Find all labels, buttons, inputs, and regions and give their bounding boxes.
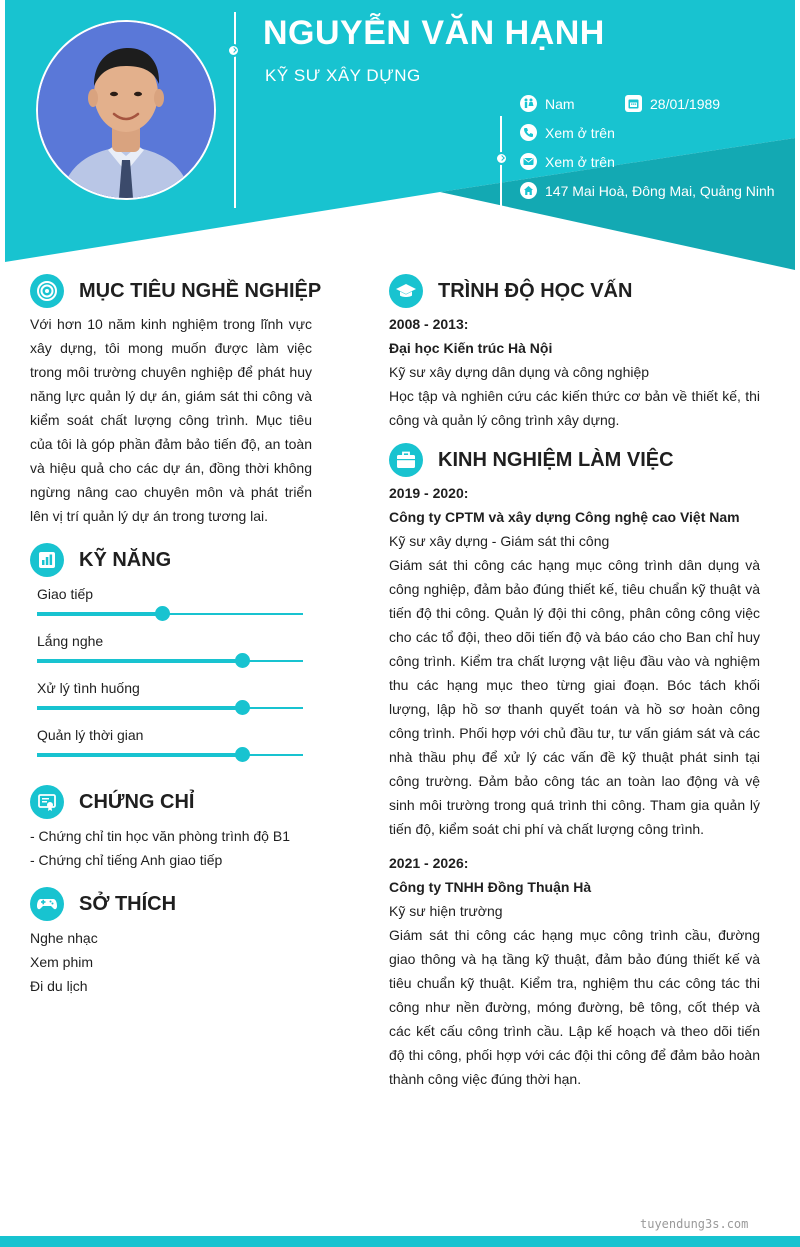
phone-info <box>520 124 615 141</box>
job-description: Giám sát thi công các hạng mục công trình dân dụng và công nghiệp, đảm bảo đúng thiết kế, tiêu chuẩn kỹ thuật và tiến độ thi công. Quản lý đội thi công, phân công công việc cho các tổ đội, theo dõi tiến độ và báo cáo cho Ban chỉ huy công trình. Kiểm tra chất lượng vật liệu đầu vào và nghiệm thu các hạng mục theo từng giai đoạn. Bóc tách khối lượng, lập hồ sơ thanh quyết toán và hồ sơ hoàn công công trình. Phối hợp với chủ đầu tư, tư vấn giám sát và các nhà thầu phụ để xử lý các vấn đề kỹ thuật phát sinh tại công trường. Đảm bảo công tác an toàn lao động và vệ sinh môi trường trong quá trình thi công. Tham gia quản lý tiến độ, kiểm soát chi phí và chất lượng công trình. <box>389 557 760 837</box>
job-description: Giám sát thi công các hạng mục công trình cầu, đường giao thông và hạ tầng kỹ thuật, đảm bảo đúng thiết kế và tiêu chuẩn kỹ thuật. Kiểm tra, nghiệm thu các công tác thi công như nền đường, móng đường, bê tông, cốt thép và các kết cấu công trình cầu. Lập kế hoạch và theo dõi tiến độ thi công, phối hợp với các đội thi công để đảm bảo hoàn thành công việc đúng thời hạn. <box>389 927 760 1087</box>
certificate-item: - Chứng chỉ tiếng Anh giao tiếp <box>30 852 223 868</box>
objective-text: Với hơn 10 năm kinh nghiệm trong lĩnh vực xây dựng, tôi mong muốn được làm việc trong môi trường chuyên nghiệp để phát huy năng lực quản lý dự án, giám sát thi công và kiểm soát chất lượng công trình. Mục tiêu của tôi là góp phần đảm bảo tiến độ, an toàn và hiệu quả cho các dự án, đồng thời không ngừng nâng cao chuyên môn và phát triển lên vị trí quản lý dự án trong tương lai. <box>30 316 312 524</box>
skill-bar-knob <box>235 700 250 715</box>
job-position: Kỹ sư xây dựng - Giám sát thi công <box>389 533 610 549</box>
job-position: Kỹ sư hiện trường <box>389 903 503 919</box>
skill-bar-knob <box>155 606 170 621</box>
job-company: Công ty CPTM và xây dựng Công nghệ cao Việt Nam <box>389 509 740 525</box>
job-period: 2019 - 2020: <box>389 485 469 501</box>
education-major: Kỹ sư xây dựng dân dụng và công nghiệp <box>389 364 650 380</box>
certificate-item: - Chứng chỉ tin học văn phòng trình độ B1 <box>30 828 290 844</box>
skill-bar-fill <box>37 659 242 663</box>
experience-title: KINH NGHIỆM LÀM VIỆC <box>438 448 674 471</box>
email-info <box>520 153 615 170</box>
education-heading <box>389 274 632 308</box>
avatar-frame <box>36 20 216 200</box>
skills-heading <box>30 543 171 577</box>
certificates-heading <box>30 785 194 819</box>
candidate-name: NGUYỄN VĂN HẠNH <box>263 14 605 52</box>
address-info <box>520 182 775 199</box>
skill-label: Xử lý tình huống <box>37 680 140 696</box>
bar-chart-icon <box>30 543 64 577</box>
phone-icon <box>520 124 537 141</box>
skill-bar-fill <box>37 706 242 710</box>
education-title: TRÌNH ĐỘ HỌC VẤN <box>438 279 633 302</box>
avatar <box>38 22 214 198</box>
target-icon <box>30 274 64 308</box>
hobbies-title: SỞ THÍCH <box>79 892 177 915</box>
hobbies-heading <box>30 887 176 921</box>
watermark: tuyendung3s.com <box>640 1217 749 1231</box>
skill-bar-knob <box>235 747 250 762</box>
education-period: 2008 - 2013: <box>389 316 469 332</box>
education-school: Đại học Kiến trúc Hà Nội <box>389 340 553 356</box>
home-icon <box>520 182 537 199</box>
divider-chevron-icon <box>227 44 240 57</box>
skill-bar-fill <box>37 753 242 757</box>
skill-bar-fill <box>37 612 162 616</box>
birthday-info <box>625 95 720 112</box>
gamepad-icon <box>30 887 64 921</box>
hobby-item: Đi du lịch <box>30 978 88 994</box>
skill-bar <box>37 660 303 662</box>
calendar-icon <box>625 95 642 112</box>
objective-heading <box>30 274 321 308</box>
skill-bar <box>37 707 303 709</box>
footer-bar <box>0 1236 800 1247</box>
header-divider <box>234 12 236 208</box>
skill-bar <box>37 754 303 756</box>
certificates-title: CHỨNG CHỈ <box>79 790 195 813</box>
address-value: 147 Mai Hoà, Đông Mai, Quảng Ninh <box>545 182 775 199</box>
graduation-cap-icon <box>389 274 423 308</box>
hobby-item: Xem phim <box>30 954 94 970</box>
education-description: Học tập và nghiên cứu các kiến thức cơ bản về thiết kế, thi công và quản lý công trình xây dựng. <box>389 388 760 428</box>
email-icon <box>520 153 537 170</box>
gender-icon <box>520 95 537 112</box>
objective-title: MỤC TIÊU NGHỀ NGHIỆP <box>79 279 322 302</box>
phone-value: Xem ở trên <box>545 124 615 141</box>
experience-heading <box>389 443 674 477</box>
skill-label: Lắng nghe <box>37 633 104 649</box>
skill-bar <box>37 613 303 615</box>
email-value: Xem ở trên <box>545 153 615 170</box>
skill-label: Quản lý thời gian <box>37 727 144 743</box>
certificate-icon <box>30 785 64 819</box>
job-company: Công ty TNHH Đồng Thuận Hà <box>389 879 592 895</box>
gender-info <box>520 95 575 112</box>
skill-bar-knob <box>235 653 250 668</box>
candidate-job-title: KỸ SƯ XÂY DỰNG <box>265 66 421 85</box>
gender-value: Nam <box>545 95 575 112</box>
birthday-value: 28/01/1989 <box>650 95 721 112</box>
job-period: 2021 - 2026: <box>389 855 469 871</box>
skill-label: Giao tiếp <box>37 586 94 602</box>
skills-title: KỸ NĂNG <box>79 548 172 571</box>
briefcase-icon <box>389 443 423 477</box>
hobby-item: Nghe nhạc <box>30 930 98 946</box>
contact-chevron-icon <box>495 152 508 165</box>
